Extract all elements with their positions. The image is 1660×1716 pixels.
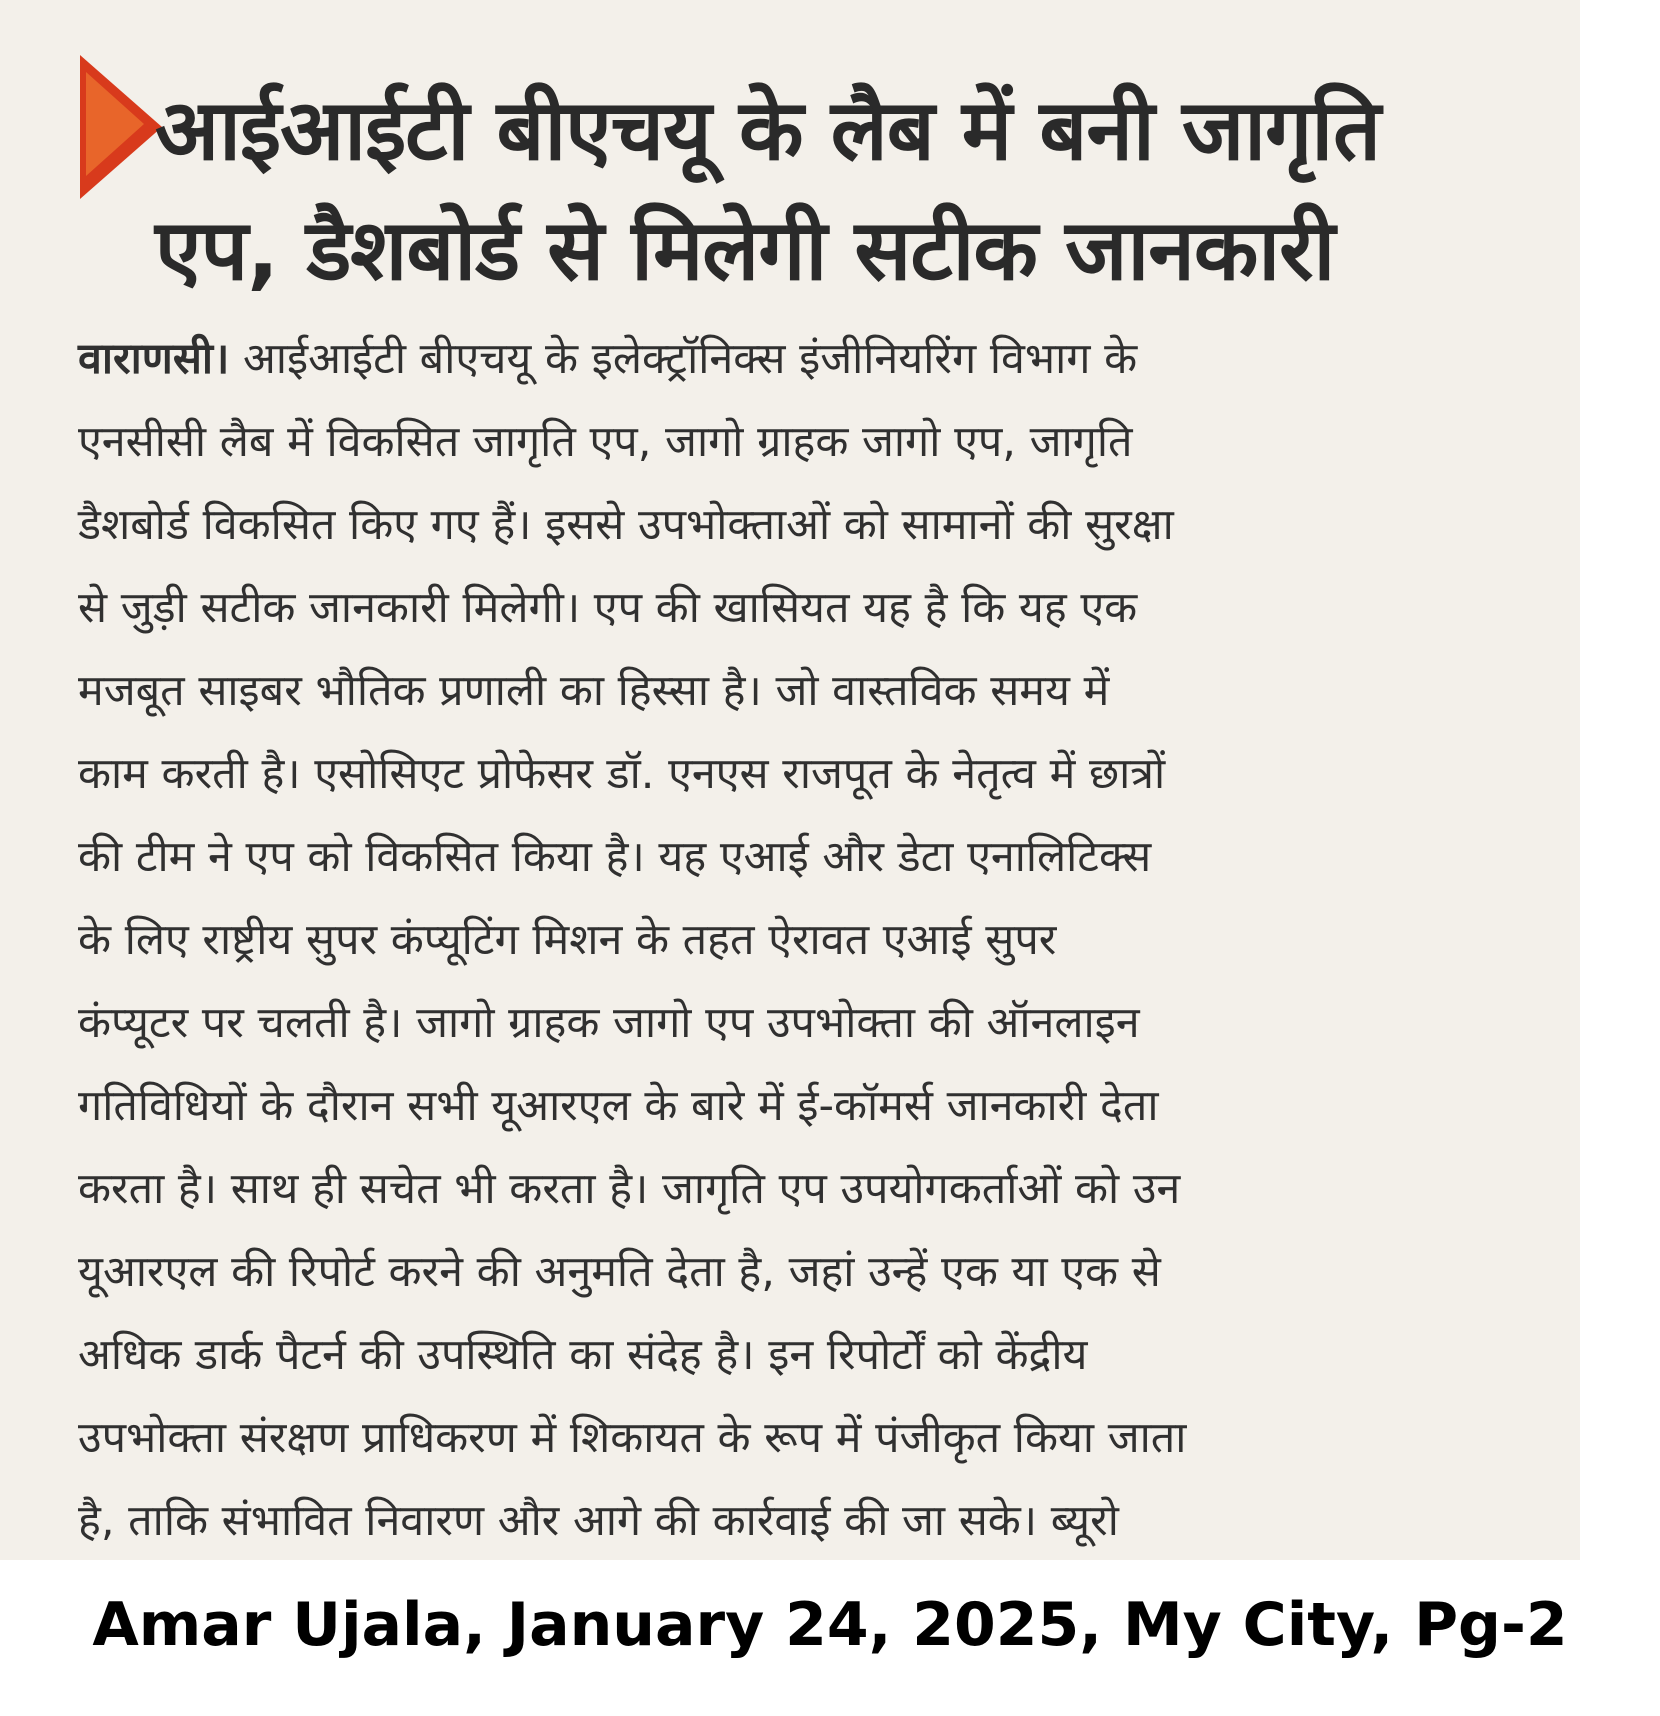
article-body (78, 318, 1578, 1563)
headline (155, 70, 1565, 310)
source-caption: Amar Ujala, January 24, 2025, My City, Pg-2 (92, 1590, 1568, 1660)
article-line: की टीम ने एप को विकसित किया है। यह एआई और डेटा एनालिटिक्स (78, 832, 1152, 882)
headline-marker-inner-icon (86, 72, 144, 176)
article-line: के लिए राष्ट्रीय सुपर कंप्यूटिंग मिशन के तहत ऐरावत एआई सुपर (78, 915, 1057, 965)
article-line: काम करती है। एसोसिएट प्रोफेसर डॉ. एनएस राजपूत के नेतृत्व में छात्रों (78, 749, 1166, 799)
article-line: से जुड़ी सटीक जानकारी मिलेगी। एप की खासियत यह है कि यह एक (78, 583, 1138, 633)
article-line: है, ताकि संभावित निवारण और आगे की कार्रवाई की जा सके। ब्यूरो (78, 1496, 1119, 1546)
article-line: कंप्यूटर पर चलती है। जागो ग्राहक जागो एप उपभोक्ता की ऑनलाइन (78, 998, 1140, 1048)
article-line: उपभोक्ता संरक्षण प्राधिकरण में शिकायत के रूप में पंजीकृत किया जाता (78, 1413, 1187, 1463)
article-line-text: आईआईटी बीएचयू के इलेक्ट्रॉनिक्स इंजीनियरिंग विभाग के (229, 334, 1138, 384)
article-line: मजबूत साइबर भौतिक प्रणाली का हिस्सा है। जो वास्तविक समय में (78, 666, 1110, 716)
article-line: एनसीसी लैब में विकसित जागृति एप, जागो ग्राहक जागो एप, जागृति (78, 417, 1133, 467)
dateline: वाराणसी। (78, 334, 230, 384)
headline-line-2: एप, डैशबोर्ड से मिलेगी सटीक जानकारी (155, 201, 1335, 299)
article-line: करता है। साथ ही सचेत भी करता है। जागृति एप उपयोगकर्ताओं को उन (78, 1164, 1181, 1214)
headline-line-1: आईआईटी बीएचयू के लैब में बनी जागृति (155, 81, 1380, 179)
article-line: यूआरएल की रिपोर्ट करने की अनुमति देता है, जहां उन्हें एक या एक से (78, 1247, 1161, 1297)
article-line (78, 318, 1578, 401)
article-line: अधिक डार्क पैटर्न की उपस्थिति का संदेह है। इन रिपोर्टों को केंद्रीय (78, 1330, 1088, 1380)
article-line: गतिविधियों के दौरान सभी यूआरएल के बारे में ई-कॉमर्स जानकारी देता (78, 1081, 1159, 1131)
article-line: डैशबोर्ड विकसित किए गए हैं। इससे उपभोक्ताओं को सामानों की सुरक्षा (78, 500, 1174, 550)
